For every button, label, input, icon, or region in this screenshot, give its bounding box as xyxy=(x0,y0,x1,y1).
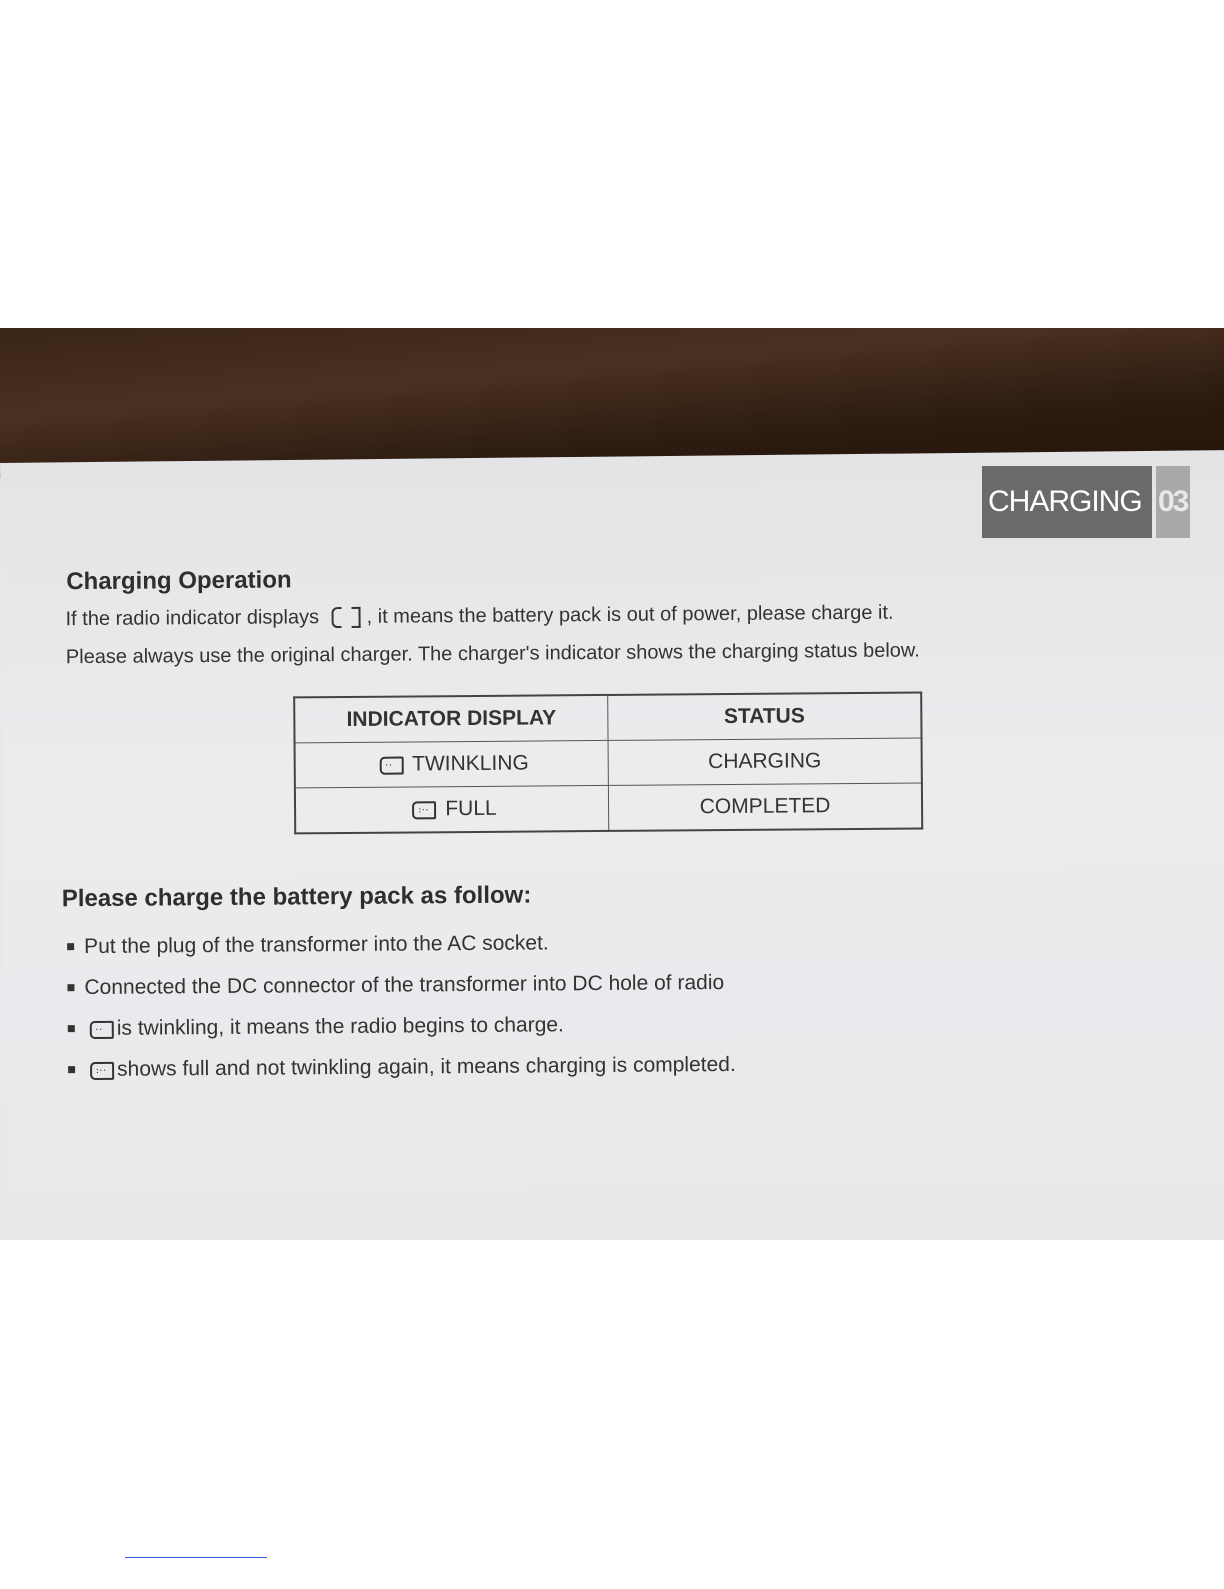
table-cell-status: CHARGING xyxy=(608,738,922,785)
intro-line-1-end: , it means the battery pack is out of power, please charge it. xyxy=(366,601,894,628)
intro-line-2: Please always use the original charger. The charger's indicator shows the charging status below. xyxy=(65,639,920,669)
bullet-icon xyxy=(67,984,74,991)
table-row xyxy=(295,783,922,834)
step-text: shows full and not twinkling again, it means charging is completed. xyxy=(117,1052,736,1081)
table-cell-indicator xyxy=(295,741,609,788)
table-cell-indicator xyxy=(295,785,609,833)
charge-steps-heading: Please charge the battery pack as follow: xyxy=(61,881,532,913)
battery-charging-icon: ·· xyxy=(378,756,404,774)
table-header-status: STATUS xyxy=(608,692,922,740)
intro-line-1 xyxy=(65,602,893,632)
list-item xyxy=(67,962,735,1008)
step-text: Put the plug of the transformer into the AC socket. xyxy=(84,930,549,958)
status-table xyxy=(293,691,923,834)
table-row xyxy=(295,738,922,788)
footer-rule xyxy=(125,1557,267,1558)
bullet-icon xyxy=(67,943,74,950)
section-tab-label: CHARGING xyxy=(982,466,1152,538)
charge-steps-list xyxy=(67,921,736,1090)
step-text: is twinkling, it means the radio begins to charge. xyxy=(116,1012,564,1040)
indicator-text: FULL xyxy=(445,796,497,821)
battery-empty-icon xyxy=(328,606,364,626)
bullet-icon xyxy=(68,1025,75,1032)
battery-charging-icon: ·· xyxy=(88,1019,114,1037)
list-item xyxy=(68,1044,736,1090)
charging-operation-heading: Charging Operation xyxy=(66,566,292,596)
table-header-indicator: INDICATOR DISPLAY xyxy=(294,695,608,743)
battery-full-icon: :·· xyxy=(88,1060,114,1078)
table-header-row xyxy=(294,692,921,743)
indicator-text: TWINKLING xyxy=(412,751,529,776)
step-text: Connected the DC connector of the transformer into DC hole of radio xyxy=(84,970,725,999)
list-item xyxy=(68,1003,736,1049)
list-item xyxy=(67,921,735,967)
section-tab-number: 03 xyxy=(1156,466,1190,538)
battery-full-icon: :·· xyxy=(410,800,436,818)
bullet-icon xyxy=(68,1066,75,1073)
table-cell-status: COMPLETED xyxy=(608,783,922,831)
intro-line-1-start: If the radio indicator displays xyxy=(65,606,320,631)
status-table-grid xyxy=(293,691,923,834)
